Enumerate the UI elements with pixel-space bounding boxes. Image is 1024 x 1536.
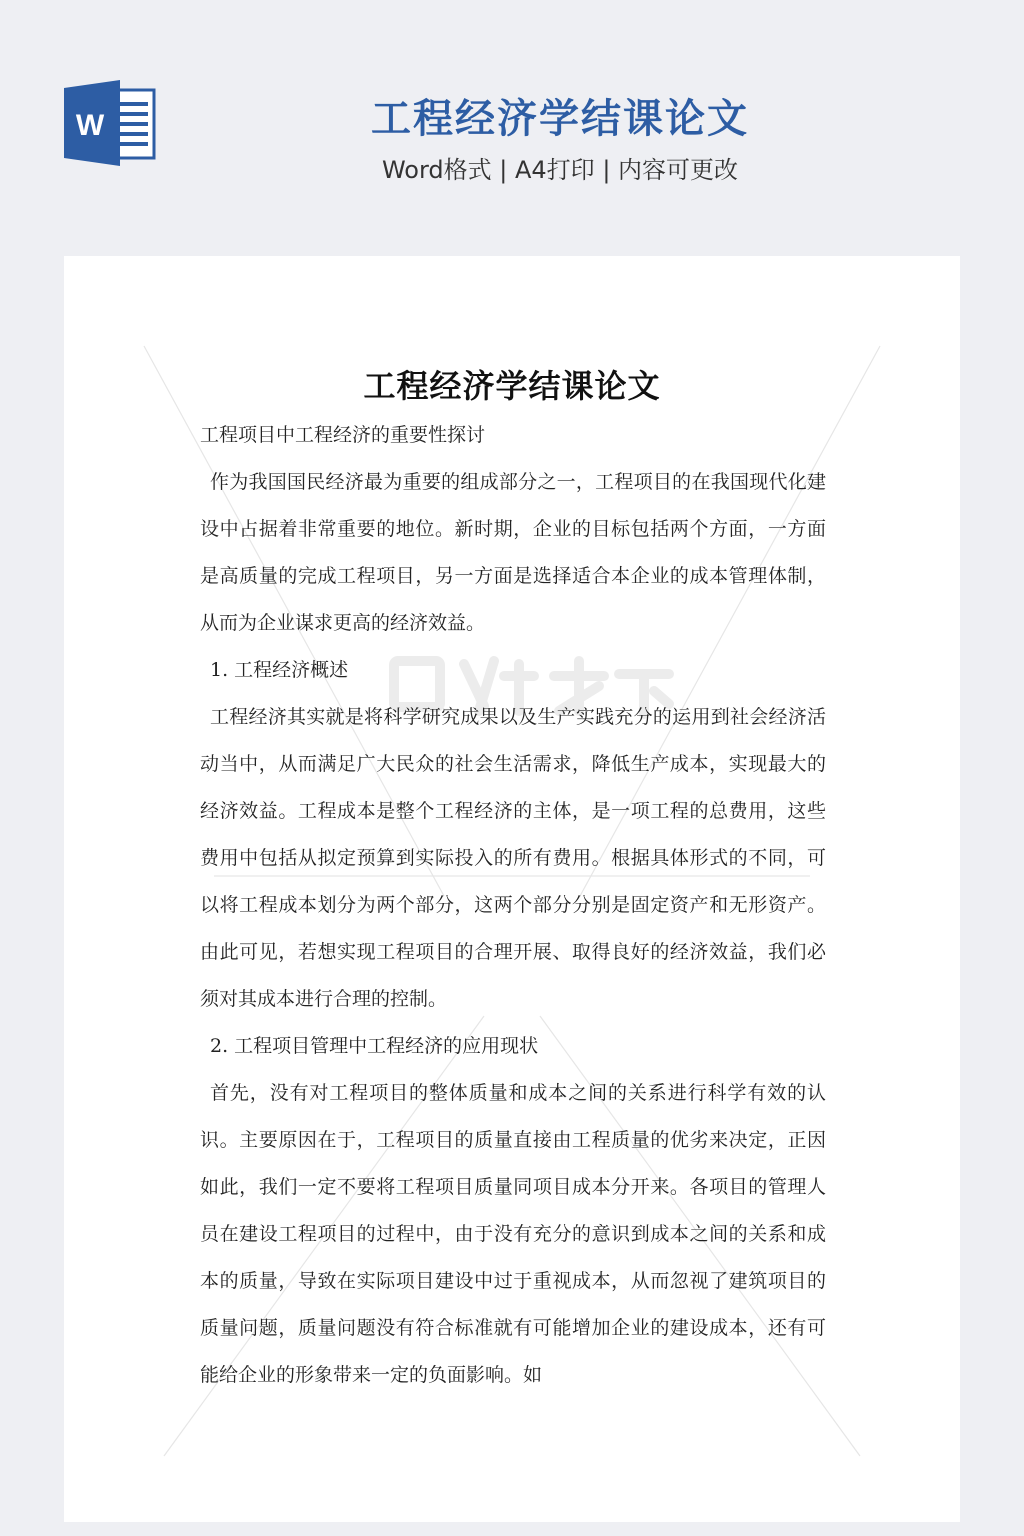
document-page: [64, 256, 960, 1522]
banner-subtitle: Word格式 | A4打印 | 内容可更改: [381, 156, 739, 184]
word-icon-letter: W: [75, 109, 105, 142]
document-paragraph: 首先，没有对工程项目的整体质量和成本之间的关系进行科学有效的认识。主要原因在于，工程项目的质量直接由工程质量的优劣来决定，正因如此，我们一定不要将工程项目质量同项目成本分开来。各项目的管理人员在建设工程项目的过程中，由于没有充分的意识到成本之间的关系和成本的质量，导致在实际项目建设中过于重视成本，从而忽视了建筑项目的质量问题，质量问题没有符合标准就有可能增加企业的建设成本，还有可能给企业的形象带来一定的负面影响。如: [200, 1082, 826, 1386]
document-paragraph: 工程经济其实就是将科学研究成果以及生产实践充分的运用到社会经济活动当中，从而满足广大民众的社会生活需求，降低生产成本，实现最大的经济效益。工程成本是整个工程经济的主体，是一项工程的总费用，这些费用中包括从拟定预算到实际投入的所有费用。根据具体形式的不同，可以将工程成本划分为两个部分，这两个部分分别是固定资产和无形资产。由此可见，若想实现工程项目的合理开展、取得良好的经济效益，我们必须对其成本进行合理的控制。: [200, 706, 826, 1010]
banner-header: [0, 0, 1024, 256]
banner-title: 工程经济学结课论文: [371, 96, 749, 142]
word-doc-icon: [64, 80, 156, 166]
section-heading-1: 1. 工程经济概述: [210, 659, 349, 681]
document-heading: 工程项目中工程经济的重要性探讨: [200, 424, 486, 446]
section-heading-2: 2. 工程项目管理中工程经济的应用现状: [210, 1035, 539, 1057]
document-body: [200, 412, 826, 1399]
document-title: 工程经济学结课论文: [363, 367, 661, 405]
document-paragraph: 作为我国国民经济最为重要的组成部分之一，工程项目的在我国现代化建设中占据着非常重要的地位。新时期，企业的目标包括两个方面，一方面是高质量的完成工程项目，另一方面是选择适合本企业的成本管理体制，从而为企业谋求更高的经济效益。: [200, 471, 826, 634]
